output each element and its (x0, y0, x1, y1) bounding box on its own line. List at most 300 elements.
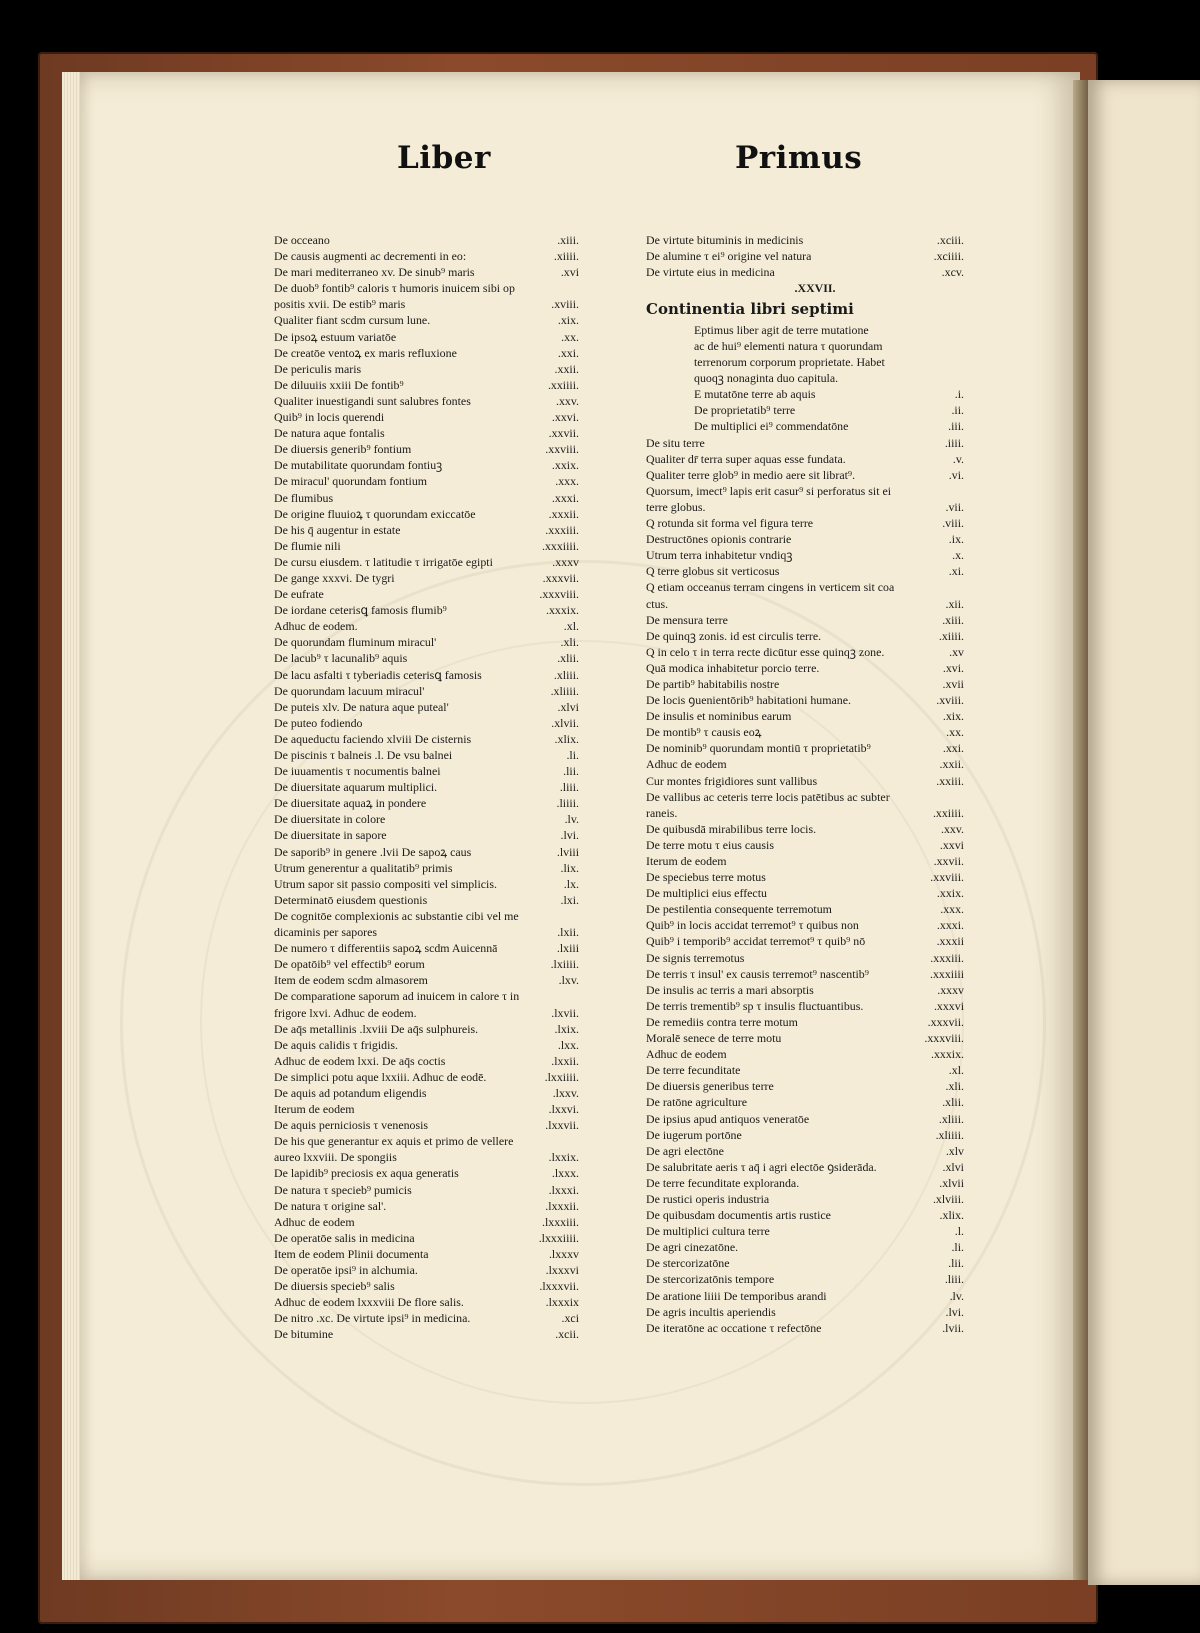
toc-entry (274, 345, 579, 361)
toc-entry (274, 763, 579, 779)
entry-title: De locis ꝯuenientōrib⁹ habitationi humane. (646, 693, 851, 708)
toc-entry (646, 596, 964, 612)
toc-entry (274, 441, 579, 457)
entry-title: De multiplici eius effectu (646, 886, 767, 901)
chapter-number: .xxiiii. (932, 805, 964, 820)
entry-title: De aquis calidis τ frigidis. (274, 1037, 398, 1052)
chapter-number: .lxxiiii. (544, 1069, 579, 1084)
entry-title: Q etiam occeanus terram cingens in verticem sit coa (646, 580, 895, 595)
chapter-number: .xxxiii. (545, 522, 579, 537)
toc-entry (274, 602, 579, 618)
section-title: Continentia libri septimi (646, 300, 854, 319)
entry-title: Cur montes frigidiores sunt vallibus (646, 773, 818, 788)
chapter-number: .xlix. (939, 1208, 964, 1223)
toc-entry (274, 1294, 579, 1310)
intro-line: Eptimus liber agit de terre mutatione (694, 323, 869, 338)
entry-title: De multiplici ei⁹ commendatōne (694, 419, 849, 434)
entry-title: positis xvii. De estib⁹ maris (274, 297, 406, 312)
entry-title: De insulis ac terris a mari absorptis (646, 982, 814, 997)
entry-title: De operatōe salis in medicina (274, 1230, 415, 1245)
chapter-number: .xciii. (936, 233, 964, 247)
chapter-number: .xxvii. (548, 426, 579, 441)
chapter-number: .lvi. (560, 828, 579, 843)
toc-entry (646, 579, 964, 595)
entry-title: De his que generantur ex aquis et primo de vellere (274, 1134, 514, 1149)
entry-title: raneis. (646, 805, 678, 820)
chapter-number: .lvi. (945, 1304, 964, 1319)
toc-entry (274, 232, 579, 248)
entry-title: Quorsum, imect⁹ lapis erit casur⁹ si perforatus sit ei (646, 483, 892, 498)
entry-title: De diuersitate aquarum multiplici. (274, 780, 438, 795)
toc-entry (646, 531, 964, 547)
entry-title: De flumie nili (274, 538, 341, 553)
entry-title: Adhuc de eodem (646, 1047, 727, 1062)
entry-title: De lapidib⁹ preciosis ex aqua generatis (274, 1166, 459, 1181)
chapter-number: .lxi. (560, 892, 579, 907)
entry-title: De multiplici cultura terre (646, 1224, 770, 1239)
chapter-number: .xciiii. (933, 249, 964, 264)
chapter-number: .lix. (560, 860, 579, 875)
toc-entry (274, 634, 579, 650)
chapter-number: .xix. (942, 709, 964, 724)
toc-entry (646, 724, 964, 740)
chapter-number: .lxxvii. (545, 1118, 579, 1133)
chapter-number: .l. (954, 1224, 964, 1239)
toc-entry (274, 280, 579, 296)
toc-entry (274, 506, 579, 522)
chapter-number: .xvi. (942, 660, 964, 675)
chapter-number: .xli. (945, 1079, 964, 1094)
toc-entry (646, 1320, 964, 1336)
chapter-number: .lxxxix (545, 1295, 579, 1310)
chapter-number: .xxx. (940, 902, 964, 917)
chapter-number: .lxxix. (548, 1150, 579, 1165)
toc-entry (274, 457, 579, 473)
entry-title: De iordane ceterisꝗ famosis flumib⁹ (274, 603, 447, 618)
chapter-number: .xxvii. (933, 854, 964, 868)
chapter-number: .xiiii. (553, 249, 579, 264)
entry-title: aureo lxxviii. De spongiis (274, 1150, 397, 1165)
chapter-number: .lviii (556, 844, 579, 859)
toc-entry (274, 1133, 579, 1149)
entry-title: Adhuc de eodem. (274, 619, 358, 634)
entry-title: Quā modica inhabitetur porcio terre. (646, 660, 820, 675)
toc-entry (646, 1030, 964, 1046)
toc-entry (274, 1214, 579, 1230)
chapter-number: .xxi. (557, 345, 579, 360)
toc-entry (646, 1288, 964, 1304)
toc-entry (274, 956, 579, 972)
entry-title: Destructōnes opionis contrarie (646, 532, 792, 547)
chapter-number: .lxxv. (552, 1085, 579, 1100)
entry-title: Qualiter inuestigandi sunt salubres fontes (274, 393, 471, 408)
entry-title: De diuersis generib⁹ fontium (274, 442, 412, 457)
entry-title: De cognitōe complexionis ac substantie cibi vel me (274, 908, 519, 923)
toc-entry (646, 901, 964, 917)
entry-title: Adhuc de eodem (646, 757, 727, 772)
toc-entry (274, 650, 579, 666)
entry-title: De creatōe ventoꝝ ex maris refluxione (274, 345, 457, 360)
entry-title: Utrum sapor sit passio compositi vel simplicis. (274, 876, 497, 891)
toc-entry (274, 1149, 579, 1165)
chapter-number: .xxxi. (551, 490, 579, 505)
chapter-number: .xxxvii. (927, 1014, 964, 1029)
chapter-list-continued (646, 232, 964, 280)
entry-title: De miracul' quorundam fontium (274, 474, 428, 489)
intro-line: ac de hui⁹ elementi natura τ quorundam (694, 339, 883, 354)
chapter-number: .xxxii. (548, 506, 579, 521)
toc-entry (274, 683, 579, 699)
toc-entry (274, 731, 579, 747)
entry-title: De remediis contra terre motum (646, 1014, 798, 1029)
chapter-number: .xl. (563, 619, 579, 634)
chapter-number: .xliii. (938, 1111, 964, 1126)
entry-title: De piscinis τ balneis .l. De vsu balnei (274, 748, 453, 762)
chapter-number: .xcii. (555, 1327, 579, 1342)
chapter-number: .xxv. (940, 821, 964, 836)
toc-entry (274, 699, 579, 715)
toc-entry (646, 547, 964, 563)
entry-title: Item de eodem Plinii documenta (274, 1246, 429, 1261)
chapter-number: .viii. (942, 516, 964, 531)
entry-title: De terre fecunditate (646, 1063, 741, 1078)
chapter-number: .lvii. (942, 1320, 964, 1335)
chapter-number: .vii. (945, 499, 964, 514)
toc-entry (274, 296, 579, 312)
toc-entry (646, 467, 964, 483)
toc-entry (274, 860, 579, 876)
chapter-number: .liii. (944, 1272, 964, 1287)
chapter-number: .xlv (945, 1143, 964, 1158)
chapter-number: .xxxv (552, 554, 579, 569)
chapter-number: .xxix. (936, 886, 964, 901)
chapter-number: .lxxx. (551, 1166, 579, 1181)
chapter-number: .xxviii. (545, 442, 579, 457)
toc-entry (646, 740, 964, 756)
chapter-number: .liii. (559, 780, 579, 795)
chapter-number: .xix. (557, 313, 579, 328)
toc-entry (646, 869, 964, 885)
intro-line: quoqꝫ nonaginta duo capitula. (694, 371, 839, 386)
chapter-number: .xli. (560, 635, 579, 650)
chapter-number: .xv (949, 644, 964, 659)
chapter-number: .xl. (948, 1063, 964, 1078)
running-head-left: Liber (397, 140, 491, 176)
chapter-number: .lxxvi. (548, 1102, 579, 1117)
toc-entry (646, 1078, 964, 1094)
chapter-number: .lii. (563, 764, 579, 779)
chapter-number: .xxiii. (936, 773, 964, 788)
toc-entry (274, 1262, 579, 1278)
chapter-number: .xxiiii. (547, 377, 579, 392)
toc-entry (646, 1094, 964, 1110)
entry-title: De vallibus ac ceteris terre locis patētibus ac subter (646, 789, 890, 804)
entry-title: De puteis xlv. De natura aque puteal' (274, 699, 449, 714)
chapter-number: .xlii. (942, 1095, 964, 1110)
entry-title: De puteo fodiendo (274, 715, 363, 730)
toc-entry (274, 844, 579, 860)
chapter-number: .xxviii. (930, 870, 964, 885)
entry-title: De natura aque fontalis (274, 426, 385, 441)
entry-title: De quibusdam documentis artis rustice (646, 1208, 831, 1223)
toc-entry (274, 924, 579, 940)
toc-entry (274, 795, 579, 811)
entry-title: De stercorizatōne (646, 1256, 730, 1271)
entry-title: De signis terremotus (646, 950, 745, 965)
entry-title: De rustici operis industria (646, 1191, 770, 1206)
chapter-number: .xi. (948, 564, 964, 579)
entry-title: De virtute bituminis in medicinis (646, 233, 804, 247)
toc-entry (274, 1117, 579, 1133)
toc-entry (646, 232, 964, 248)
toc-entry (274, 811, 579, 827)
entry-title: De nitro .xc. De virtute ipsi⁹ in medicina. (274, 1311, 471, 1326)
toc-entry (274, 393, 579, 409)
toc-entry (274, 1326, 579, 1342)
chapter-number: .lxii. (557, 925, 579, 940)
toc-entry (274, 715, 579, 731)
chapter-number: .lxxxvi (545, 1263, 579, 1277)
chapter-number: .lxix. (554, 1021, 579, 1036)
toc-entry (274, 1246, 579, 1262)
chapter-number: .xiii. (557, 233, 579, 247)
toc-entry (274, 554, 579, 570)
chapter-number: .xlviii. (932, 1191, 964, 1206)
toc-entry (274, 538, 579, 554)
toc-entry (646, 853, 964, 869)
chapter-number: .lxxxiiii. (538, 1230, 579, 1245)
entry-title: Moralē senece de terre motu (646, 1031, 782, 1046)
chapter-number: .xiii. (942, 612, 964, 627)
chapter-number: .lxxxii. (545, 1198, 579, 1213)
entry-title: De origine fluuioꝝ τ quorundam exiccatōe (274, 506, 476, 521)
toc-entry (274, 586, 579, 602)
entry-title: De diuersitate in sapore (274, 828, 387, 843)
entry-title: De terris trementib⁹ sp τ insulis fluctuantibus. (646, 998, 864, 1013)
toc-entry (646, 1239, 964, 1255)
chapter-number: .xvii (942, 676, 964, 691)
entry-title: De periculis maris (274, 361, 362, 376)
toc-entry (646, 1255, 964, 1271)
entry-title: De montib⁹ τ causis eoꝝ (646, 725, 762, 740)
chapter-number: .lxvii. (551, 1005, 579, 1020)
chapter-number: .lxxxv (548, 1246, 579, 1261)
entry-title: De aq̄s metallinis .lxviii De aq̄s sulphureis. (274, 1021, 479, 1036)
toc-entry (646, 692, 964, 708)
entry-title: De operatōe ipsi⁹ in alchumia. (274, 1263, 418, 1277)
chapter-number: .xxxii (936, 934, 964, 949)
entry-title: De diuersitate in colore (274, 812, 386, 827)
chapter-number: .xxvi. (551, 410, 579, 425)
entry-title: De agri electōne (646, 1143, 724, 1158)
chapter-number: .lxiiii. (550, 957, 579, 972)
toc-entry (646, 1271, 964, 1287)
toc-entry (646, 805, 964, 821)
entry-title: Q terre globus sit verticosus (646, 564, 780, 579)
entry-title: De occeano (274, 233, 330, 247)
entry-title: De saporib⁹ in genere .lvii De sapoꝝ caus (274, 844, 472, 859)
entry-title: Adhuc de eodem lxxxviii De flore salis. (274, 1295, 464, 1310)
toc-entry (646, 628, 964, 644)
toc-entry (274, 1278, 579, 1294)
chapter-number: .lv. (564, 812, 579, 827)
toc-entry (646, 451, 964, 467)
entry-title: De mensura terre (646, 612, 728, 627)
entry-title: De mari mediterraneo xv. De sinub⁹ maris (274, 265, 475, 280)
entry-title: De quibusdā mirabilibus terre locis. (646, 821, 817, 836)
toc-entry (646, 998, 964, 1014)
chapter-number: .lx. (563, 876, 579, 891)
entry-title: Iterum de eodem (274, 1102, 355, 1117)
entry-title: De quorundam fluminum miracul' (274, 635, 437, 650)
chapter-number: .xci (561, 1311, 579, 1326)
entry-title: Adhuc de eodem lxxi. De aq̄s coctis (274, 1053, 446, 1068)
toc-entry (274, 1085, 579, 1101)
chapter-number: .xlvi (942, 1159, 964, 1174)
chapter-number: .xliiii. (550, 683, 579, 698)
toc-entry (646, 982, 964, 998)
chapter-number: .x. (952, 548, 964, 563)
chapter-number: .xvi (560, 265, 579, 280)
entry-title: De his q̄ augentur in estate (274, 522, 401, 537)
contents-column-right (646, 232, 964, 1336)
toc-entry (646, 1175, 964, 1191)
entry-title: De eufrate (274, 587, 324, 602)
entry-title: Qualiter fiant scdm cursum lune. (274, 313, 431, 328)
toc-entry (646, 612, 964, 628)
entry-title: De quorundam lacuum miracul' (274, 683, 425, 698)
entry-title: De comparatione saporum ad inuicem in calore τ in (274, 989, 520, 1004)
entry-title: Qualiter terre glob⁹ in medio aere sit librat⁹. (646, 467, 856, 482)
toc-entry (646, 1014, 964, 1030)
chapter-number: .xx. (561, 329, 579, 344)
toc-entry (274, 1230, 579, 1246)
entry-title: Quib⁹ in locis querendi (274, 410, 385, 425)
entry-title: De natura τ specieb⁹ pumicis (274, 1182, 412, 1197)
chapter-count: .XXVII. (794, 281, 836, 296)
chapter-number: .v. (952, 451, 964, 466)
entry-title: frigore lxvi. Adhuc de eodem. (274, 1005, 417, 1020)
chapter-number: .xlii. (557, 651, 579, 666)
entry-title: De numero τ differentiis sapoꝝ scdm Auicennā (274, 941, 498, 956)
entry-title: De terris τ insul' ex causis terremot⁹ nascentib⁹ (646, 966, 869, 981)
entry-title: De agri cinezatōne. (646, 1240, 739, 1255)
toc-entry (274, 1021, 579, 1037)
entry-title: De lacu asfalti τ tyberiadis ceterisꝗ famosis (274, 667, 482, 682)
chapter-number: .li. (566, 748, 579, 762)
toc-entry (274, 1037, 579, 1053)
chapter-number: .xxi. (942, 741, 964, 756)
chapter-number: .xliii. (553, 667, 579, 682)
chapter-number: .xxxviii. (539, 587, 579, 602)
entry-title: De diuersitate aquaꝝ in pondere (274, 796, 427, 811)
toc-entry (274, 409, 579, 425)
entry-title: De pestilentia consequente terremotum (646, 902, 832, 917)
toc-entry (694, 386, 964, 402)
toc-entry (274, 1165, 579, 1181)
toc-entry (274, 1101, 579, 1117)
toc-entry (646, 837, 964, 853)
chapter-number: .xlvii (939, 1175, 964, 1190)
chapter-list (646, 435, 964, 1336)
entry-title: De situ terre (646, 435, 705, 450)
entry-title: De iteratōne ac occatione τ refectōne (646, 1320, 822, 1335)
toc-entry (274, 1069, 579, 1085)
chapter-number: .xviii. (936, 693, 964, 708)
toc-entry (646, 1143, 964, 1159)
chapter-number: .lxv. (558, 973, 579, 988)
entry-title: De salubritate aeris τ aq̄ i agri electōe ꝯsiderāda. (646, 1159, 877, 1174)
chapter-number: .iiii. (944, 435, 964, 450)
chapter-number: .lxxxi. (548, 1182, 579, 1197)
toc-entry (274, 490, 579, 506)
chapter-number: .xviii. (551, 297, 579, 312)
chapter-number: .iii. (948, 419, 964, 434)
toc-entry (274, 1053, 579, 1069)
toc-entry (274, 747, 579, 763)
toc-entry (274, 827, 579, 843)
toc-entry (274, 570, 579, 586)
entry-title: De simplici potu aque lxxiii. Adhuc de eodē. (274, 1069, 487, 1084)
entry-title: Quib⁹ i temporib⁹ accidat terremot⁹ τ quib⁹ nō (646, 934, 866, 949)
toc-entry (646, 660, 964, 676)
entry-title: Q in celo τ in terra recte dicūtur esse quinqꝫ zone. (646, 644, 885, 659)
facing-page (1088, 80, 1200, 1585)
entry-title: De duob⁹ fontib⁹ caloris τ humoris inuicem sibi op (274, 281, 515, 296)
toc-entry (646, 499, 964, 515)
toc-entry (274, 988, 579, 1004)
toc-entry (646, 644, 964, 660)
entry-title: De aquis ad potandum eligendis (274, 1085, 427, 1100)
entry-title: ctus. (646, 596, 669, 611)
toc-entry (646, 1223, 964, 1239)
chapter-number: .ix. (948, 532, 964, 547)
toc-entry (274, 522, 579, 538)
entry-title: De cursu eiusdem. τ latitudie τ irrigatōe egipti (274, 554, 493, 569)
toc-entry (694, 418, 964, 434)
entry-title: De partib⁹ habitabilis nostre (646, 676, 780, 691)
running-head-right: Primus (735, 140, 863, 176)
entry-title: De alumine τ ei⁹ origine vel natura (646, 249, 812, 264)
toc-entry (274, 264, 579, 280)
entry-title: De bitumine (274, 1327, 334, 1342)
toc-entry (646, 966, 964, 982)
entry-title: De ratōne agriculture (646, 1095, 748, 1110)
entry-title: Iterum de eodem (646, 854, 727, 868)
toc-entry (274, 972, 579, 988)
entry-title: dicaminis per sapores (274, 925, 378, 940)
entry-title: E mutatōne terre ab aquis (694, 387, 816, 402)
entry-title: Utrum generentur a qualitatib⁹ primis (274, 860, 453, 875)
entry-title: De stercorizatōnis tempore (646, 1272, 775, 1287)
entry-title: Determinatō eiusdem questionis (274, 892, 428, 907)
toc-entry (274, 1310, 579, 1326)
chapter-number: .i. (954, 387, 964, 402)
entry-title: Utrum terra inhabitetur vndiqꝫ (646, 548, 793, 563)
chapter-number: .xiiii. (938, 628, 964, 643)
toc-entry (274, 908, 579, 924)
toc-entry (274, 312, 579, 328)
entry-title: De nominib⁹ quorundam montiū τ proprietatib⁹ (646, 741, 871, 756)
toc-entry (274, 618, 579, 634)
entry-title: terre globus. (646, 499, 706, 514)
toc-entry (646, 917, 964, 933)
chapter-number: .xcv. (941, 265, 964, 280)
entry-title: De iugerum portōne (646, 1127, 742, 1142)
toc-entry (274, 473, 579, 489)
entry-title: De aqueductu faciendo xlviii De cisternis (274, 731, 472, 746)
entry-title: De ipsius apud antiquos veneratōe (646, 1111, 810, 1126)
